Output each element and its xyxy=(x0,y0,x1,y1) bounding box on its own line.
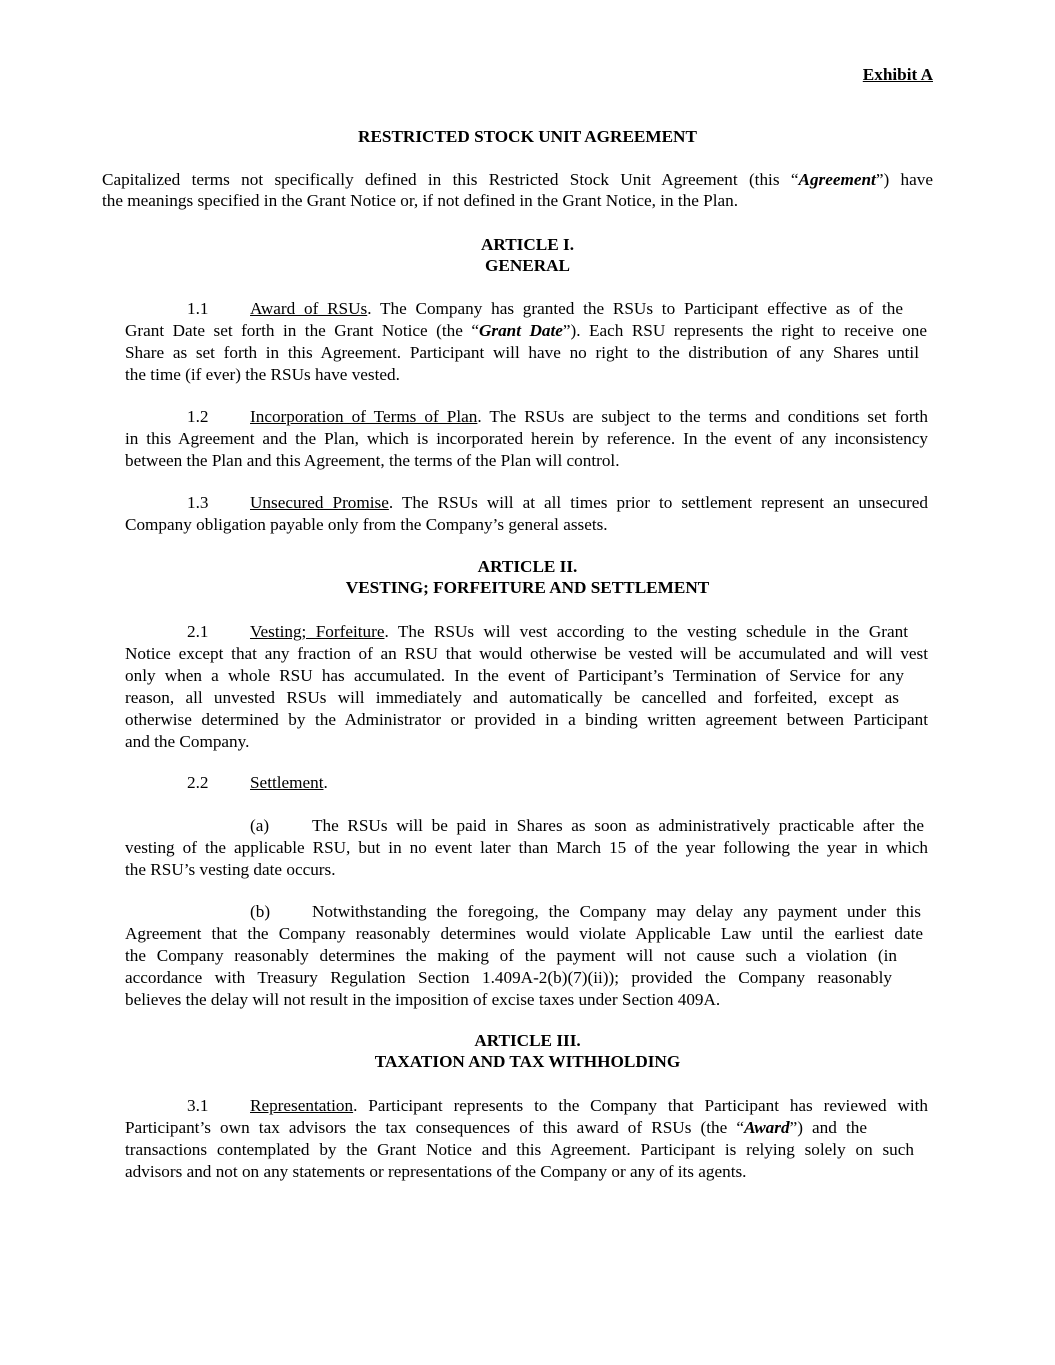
article-3-label: ARTICLE III. xyxy=(474,1031,581,1050)
intro-line-1: Capitalized terms not specifically defined in this Restricted Stock Unit Agreement (this “Agreement”) have xyxy=(102,170,933,189)
section-2-1-caption: Vesting; Forfeiture xyxy=(250,622,385,641)
section-2-1-line-2: Notice except that any fraction of an RSU that would otherwise be vested will be accumulated and will vest xyxy=(125,644,928,663)
section-1-1-line-2: Grant Date set forth in the Grant Notice (the “Grant Date”). Each RSU represents the right to receive one xyxy=(125,321,927,340)
section-2-2-caption: Settlement xyxy=(250,773,324,792)
section-1-2-caption: Incorporation of Terms of Plan xyxy=(250,407,478,426)
section-1-3-line-2: Company obligation payable only from the Company’s general assets. xyxy=(125,515,608,534)
document-title: RESTRICTED STOCK UNIT AGREEMENT xyxy=(358,127,697,146)
section-3-1-line-3: transactions contemplated by the Grant Notice and this Agreement. Participant is relying solely on such xyxy=(125,1140,914,1159)
section-2-1-line-4: reason, all unvested RSUs will immediately and automatically be cancelled and forfeited, except as xyxy=(125,688,899,707)
defined-term-award: Award xyxy=(744,1118,790,1137)
article-3-heading: TAXATION AND TAX WITHHOLDING xyxy=(374,1052,681,1071)
section-3-1-caption: Representation xyxy=(250,1096,354,1115)
defined-term-agreement: Agreement xyxy=(798,170,876,189)
subsection-a-label: (a) xyxy=(250,816,270,835)
section-2-2-number: 2.2 xyxy=(187,773,209,792)
intro-line-2: the meanings specified in the Grant Notice or, if not defined in the Grant Notice, in the Plan. xyxy=(102,191,739,210)
section-3-1-line-4: advisors and not on any statements or representations of the Company or any of its agents. xyxy=(125,1162,747,1181)
subsection-b-line-5: believes the delay will not result in the imposition of excise taxes under Section 409A. xyxy=(125,990,721,1009)
section-3-1-line-1: Representation. Participant represents to the Company that Participant has reviewed with xyxy=(250,1096,928,1115)
article-2-label: ARTICLE II. xyxy=(477,557,578,576)
subsection-b-line-3: the Company reasonably determines the making of the payment will not cause such a violation (in xyxy=(125,946,897,965)
section-1-2-line-2: in this Agreement and the Plan, which is incorporated herein by reference. In the event of any inconsistency xyxy=(125,429,928,448)
section-2-2-line-1: Settlement. xyxy=(250,773,328,792)
section-2-1-line-1: Vesting; Forfeiture. The RSUs will vest according to the vesting schedule in the Grant xyxy=(250,622,908,641)
article-2-heading: VESTING; FORFEITURE AND SETTLEMENT xyxy=(345,578,710,597)
section-1-2-line-1: Incorporation of Terms of Plan. The RSUs are subject to the terms and conditions set forth xyxy=(250,407,928,426)
section-1-3-line-1: Unsecured Promise. The RSUs will at all times prior to settlement represent an unsecured xyxy=(250,493,928,512)
section-1-1-line-1: Award of RSUs. The Company has granted the RSUs to Participant effective as of the xyxy=(250,299,903,318)
section-1-1-caption: Award of RSUs xyxy=(250,299,368,318)
subsection-b-line-1: Notwithstanding the foregoing, the Company may delay any payment under this xyxy=(312,902,921,921)
article-1-label: ARTICLE I. xyxy=(481,235,574,254)
section-2-1-line-5: otherwise determined by the Administrator or provided in a binding written agreement between Participant xyxy=(125,710,928,729)
subsection-b-line-4: accordance with Treasury Regulation Section 1.409A-2(b)(7)(ii)); provided the Company reasonably xyxy=(125,968,892,987)
section-1-2-line-3: between the Plan and this Agreement, the terms of the Plan will control. xyxy=(125,451,620,470)
section-1-3-caption: Unsecured Promise xyxy=(250,493,389,512)
section-3-1-number: 3.1 xyxy=(187,1096,209,1115)
subsection-b-label: (b) xyxy=(250,902,271,921)
exhibit-label: Exhibit A xyxy=(862,65,933,84)
subsection-a-line-2: vesting of the applicable RSU, but in no event later than March 15 of the year following the year in which xyxy=(125,838,928,857)
section-2-1-number: 2.1 xyxy=(187,622,209,641)
subsection-b-line-2: Agreement that the Company reasonably determines would violate Applicable Law until the earliest date xyxy=(125,924,923,943)
section-1-1-line-3: Share as set forth in this Agreement. Participant will have no right to the distribution of any Shares until xyxy=(125,343,919,362)
section-1-1-number: 1.1 xyxy=(187,299,209,318)
section-3-1-line-2: Participant’s own tax advisors the tax consequences of this award of RSUs (the “Award”) and the xyxy=(125,1118,868,1137)
section-1-3-number: 1.3 xyxy=(187,493,209,512)
article-1-heading: GENERAL xyxy=(485,256,570,275)
section-1-1-line-4: the time (if ever) the RSUs have vested. xyxy=(125,365,400,384)
section-1-2-number: 1.2 xyxy=(187,407,209,426)
subsection-a-line-3: the RSU’s vesting date occurs. xyxy=(125,860,336,879)
subsection-a-line-1: The RSUs will be paid in Shares as soon as administratively practicable after the xyxy=(312,816,924,835)
section-2-1-line-6: and the Company. xyxy=(125,732,250,751)
defined-term-grant-date: Grant Date xyxy=(478,321,563,340)
section-2-1-line-3: only when a whole RSU has accumulated. In the event of Participant’s Termination of Service for any xyxy=(125,666,904,685)
